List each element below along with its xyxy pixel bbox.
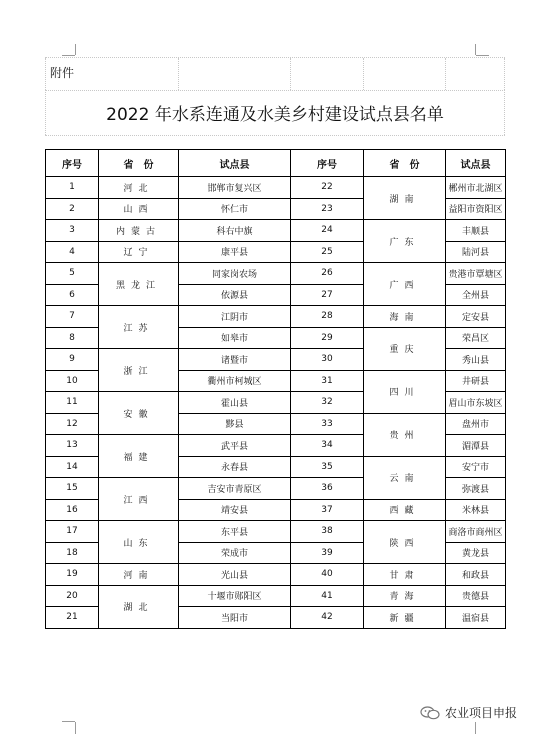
county-cell: 邯郸市复兴区	[179, 177, 291, 199]
row-number: 37	[291, 499, 364, 521]
county-cell: 永春县	[179, 456, 291, 478]
header-county: 试点县	[446, 150, 506, 177]
county-cell: 温宿县	[446, 607, 506, 629]
county-cell: 诸暨市	[179, 349, 291, 371]
province-cell: 河南	[99, 564, 179, 586]
province-cell: 贵州	[364, 413, 446, 456]
county-cell: 同家岗农场	[179, 263, 291, 285]
table-row	[46, 521, 506, 543]
county-cell: 湄潭县	[446, 435, 506, 457]
province-cell: 山东	[99, 521, 179, 564]
county-cell: 依源县	[179, 284, 291, 306]
row-number: 21	[46, 607, 99, 629]
province-cell: 湖北	[99, 585, 179, 628]
table-row	[46, 220, 506, 242]
crop-mark	[62, 721, 75, 722]
county-cell: 黄龙县	[446, 542, 506, 564]
province-cell: 江西	[99, 478, 179, 521]
county-cell: 十堰市郧阳区	[179, 585, 291, 607]
county-cell: 定安县	[446, 306, 506, 328]
row-number: 36	[291, 478, 364, 500]
wechat-icon	[420, 706, 440, 720]
row-number: 15	[46, 478, 99, 500]
row-number: 14	[46, 456, 99, 478]
county-cell: 米林县	[446, 499, 506, 521]
table-row	[46, 263, 506, 285]
crop-mark	[62, 55, 75, 56]
county-cell: 江阴市	[179, 306, 291, 328]
row-number: 17	[46, 521, 99, 543]
province-cell: 广东	[364, 220, 446, 263]
province-cell: 内蒙古	[99, 220, 179, 242]
row-number: 29	[291, 327, 364, 349]
attachment-label: 附件	[50, 66, 75, 80]
county-cell: 贵港市覃塘区	[446, 263, 506, 285]
province-cell: 山西	[99, 198, 179, 220]
row-number: 30	[291, 349, 364, 371]
row-number: 22	[291, 177, 364, 199]
county-cell: 眉山市东坡区	[446, 392, 506, 414]
province-cell: 新疆	[364, 607, 446, 629]
province-cell: 江苏	[99, 306, 179, 349]
province-cell: 重庆	[364, 327, 446, 370]
county-cell: 靖安县	[179, 499, 291, 521]
county-cell: 东平县	[179, 521, 291, 543]
row-number: 4	[46, 241, 99, 263]
county-cell: 康平县	[179, 241, 291, 263]
header-province: 省 份	[99, 150, 179, 177]
county-cell: 衢州市柯城区	[179, 370, 291, 392]
row-number: 32	[291, 392, 364, 414]
province-cell: 安徽	[99, 392, 179, 435]
pilot-county-table	[45, 149, 506, 629]
crop-mark	[75, 722, 76, 734]
county-cell: 陆河县	[446, 241, 506, 263]
table-header-row	[46, 150, 506, 177]
row-number: 7	[46, 306, 99, 328]
watermark	[420, 704, 517, 721]
header-number: 序号	[46, 150, 99, 177]
province-cell: 河北	[99, 177, 179, 199]
county-cell: 光山县	[179, 564, 291, 586]
row-number: 20	[46, 585, 99, 607]
header-province: 省 份	[364, 150, 446, 177]
county-cell: 如皋市	[179, 327, 291, 349]
row-number: 25	[291, 241, 364, 263]
row-number: 12	[46, 413, 99, 435]
row-number: 8	[46, 327, 99, 349]
row-number: 31	[291, 370, 364, 392]
row-number: 2	[46, 198, 99, 220]
row-number: 28	[291, 306, 364, 328]
crop-mark	[475, 44, 476, 55]
crop-mark	[75, 44, 76, 55]
province-cell: 辽宁	[99, 241, 179, 263]
page-title: 2022 年水系连通及水美乡村建设试点县名单	[106, 105, 444, 125]
county-cell: 霍山县	[179, 392, 291, 414]
row-number: 39	[291, 542, 364, 564]
county-cell: 盘州市	[446, 413, 506, 435]
province-cell: 浙江	[99, 349, 179, 392]
row-number: 13	[46, 435, 99, 457]
province-cell: 甘肃	[364, 564, 446, 586]
county-cell: 怀仁市	[179, 198, 291, 220]
row-number: 33	[291, 413, 364, 435]
province-cell: 青海	[364, 585, 446, 607]
province-cell: 湖南	[364, 177, 446, 220]
county-cell: 郴州市北湖区	[446, 177, 506, 199]
table-row	[46, 564, 506, 586]
header-grid	[45, 57, 505, 91]
province-cell: 云南	[364, 456, 446, 499]
row-number: 24	[291, 220, 364, 242]
row-number: 42	[291, 607, 364, 629]
county-cell: 商洛市商州区	[446, 521, 506, 543]
province-cell: 海南	[364, 306, 446, 328]
table-row	[46, 585, 506, 607]
row-number: 27	[291, 284, 364, 306]
province-cell: 黑龙江	[99, 263, 179, 306]
province-cell: 四川	[364, 370, 446, 413]
row-number: 6	[46, 284, 99, 306]
county-cell: 黟县	[179, 413, 291, 435]
county-cell: 当阳市	[179, 607, 291, 629]
row-number: 18	[46, 542, 99, 564]
watermark-text: 农业项目申报	[445, 706, 518, 720]
row-number: 10	[46, 370, 99, 392]
header-county: 试点县	[179, 150, 291, 177]
crop-mark	[475, 722, 476, 734]
county-cell: 吉安市青原区	[179, 478, 291, 500]
county-cell: 和政县	[446, 564, 506, 586]
row-number: 5	[46, 263, 99, 285]
row-number: 16	[46, 499, 99, 521]
county-cell: 武平县	[179, 435, 291, 457]
county-cell: 益阳市资阳区	[446, 198, 506, 220]
province-cell: 陕西	[364, 521, 446, 564]
county-cell: 全州县	[446, 284, 506, 306]
row-number: 23	[291, 198, 364, 220]
table-row	[46, 177, 506, 199]
county-cell: 荣成市	[179, 542, 291, 564]
row-number: 19	[46, 564, 99, 586]
county-cell: 丰顺县	[446, 220, 506, 242]
row-number: 3	[46, 220, 99, 242]
row-number: 34	[291, 435, 364, 457]
county-cell: 荣昌区	[446, 327, 506, 349]
row-number: 35	[291, 456, 364, 478]
row-number: 38	[291, 521, 364, 543]
row-number: 26	[291, 263, 364, 285]
province-cell: 西藏	[364, 499, 446, 521]
row-number: 1	[46, 177, 99, 199]
county-cell: 井研县	[446, 370, 506, 392]
row-number: 11	[46, 392, 99, 414]
county-cell: 贵德县	[446, 585, 506, 607]
table-row	[46, 306, 506, 328]
county-cell: 科右中旗	[179, 220, 291, 242]
province-cell: 广西	[364, 263, 446, 306]
province-cell: 福建	[99, 435, 179, 478]
row-number: 40	[291, 564, 364, 586]
row-number: 41	[291, 585, 364, 607]
county-cell: 弥渡县	[446, 478, 506, 500]
row-number: 9	[46, 349, 99, 371]
county-cell: 秀山县	[446, 349, 506, 371]
county-cell: 安宁市	[446, 456, 506, 478]
header-number: 序号	[291, 150, 364, 177]
crop-mark	[476, 55, 489, 56]
